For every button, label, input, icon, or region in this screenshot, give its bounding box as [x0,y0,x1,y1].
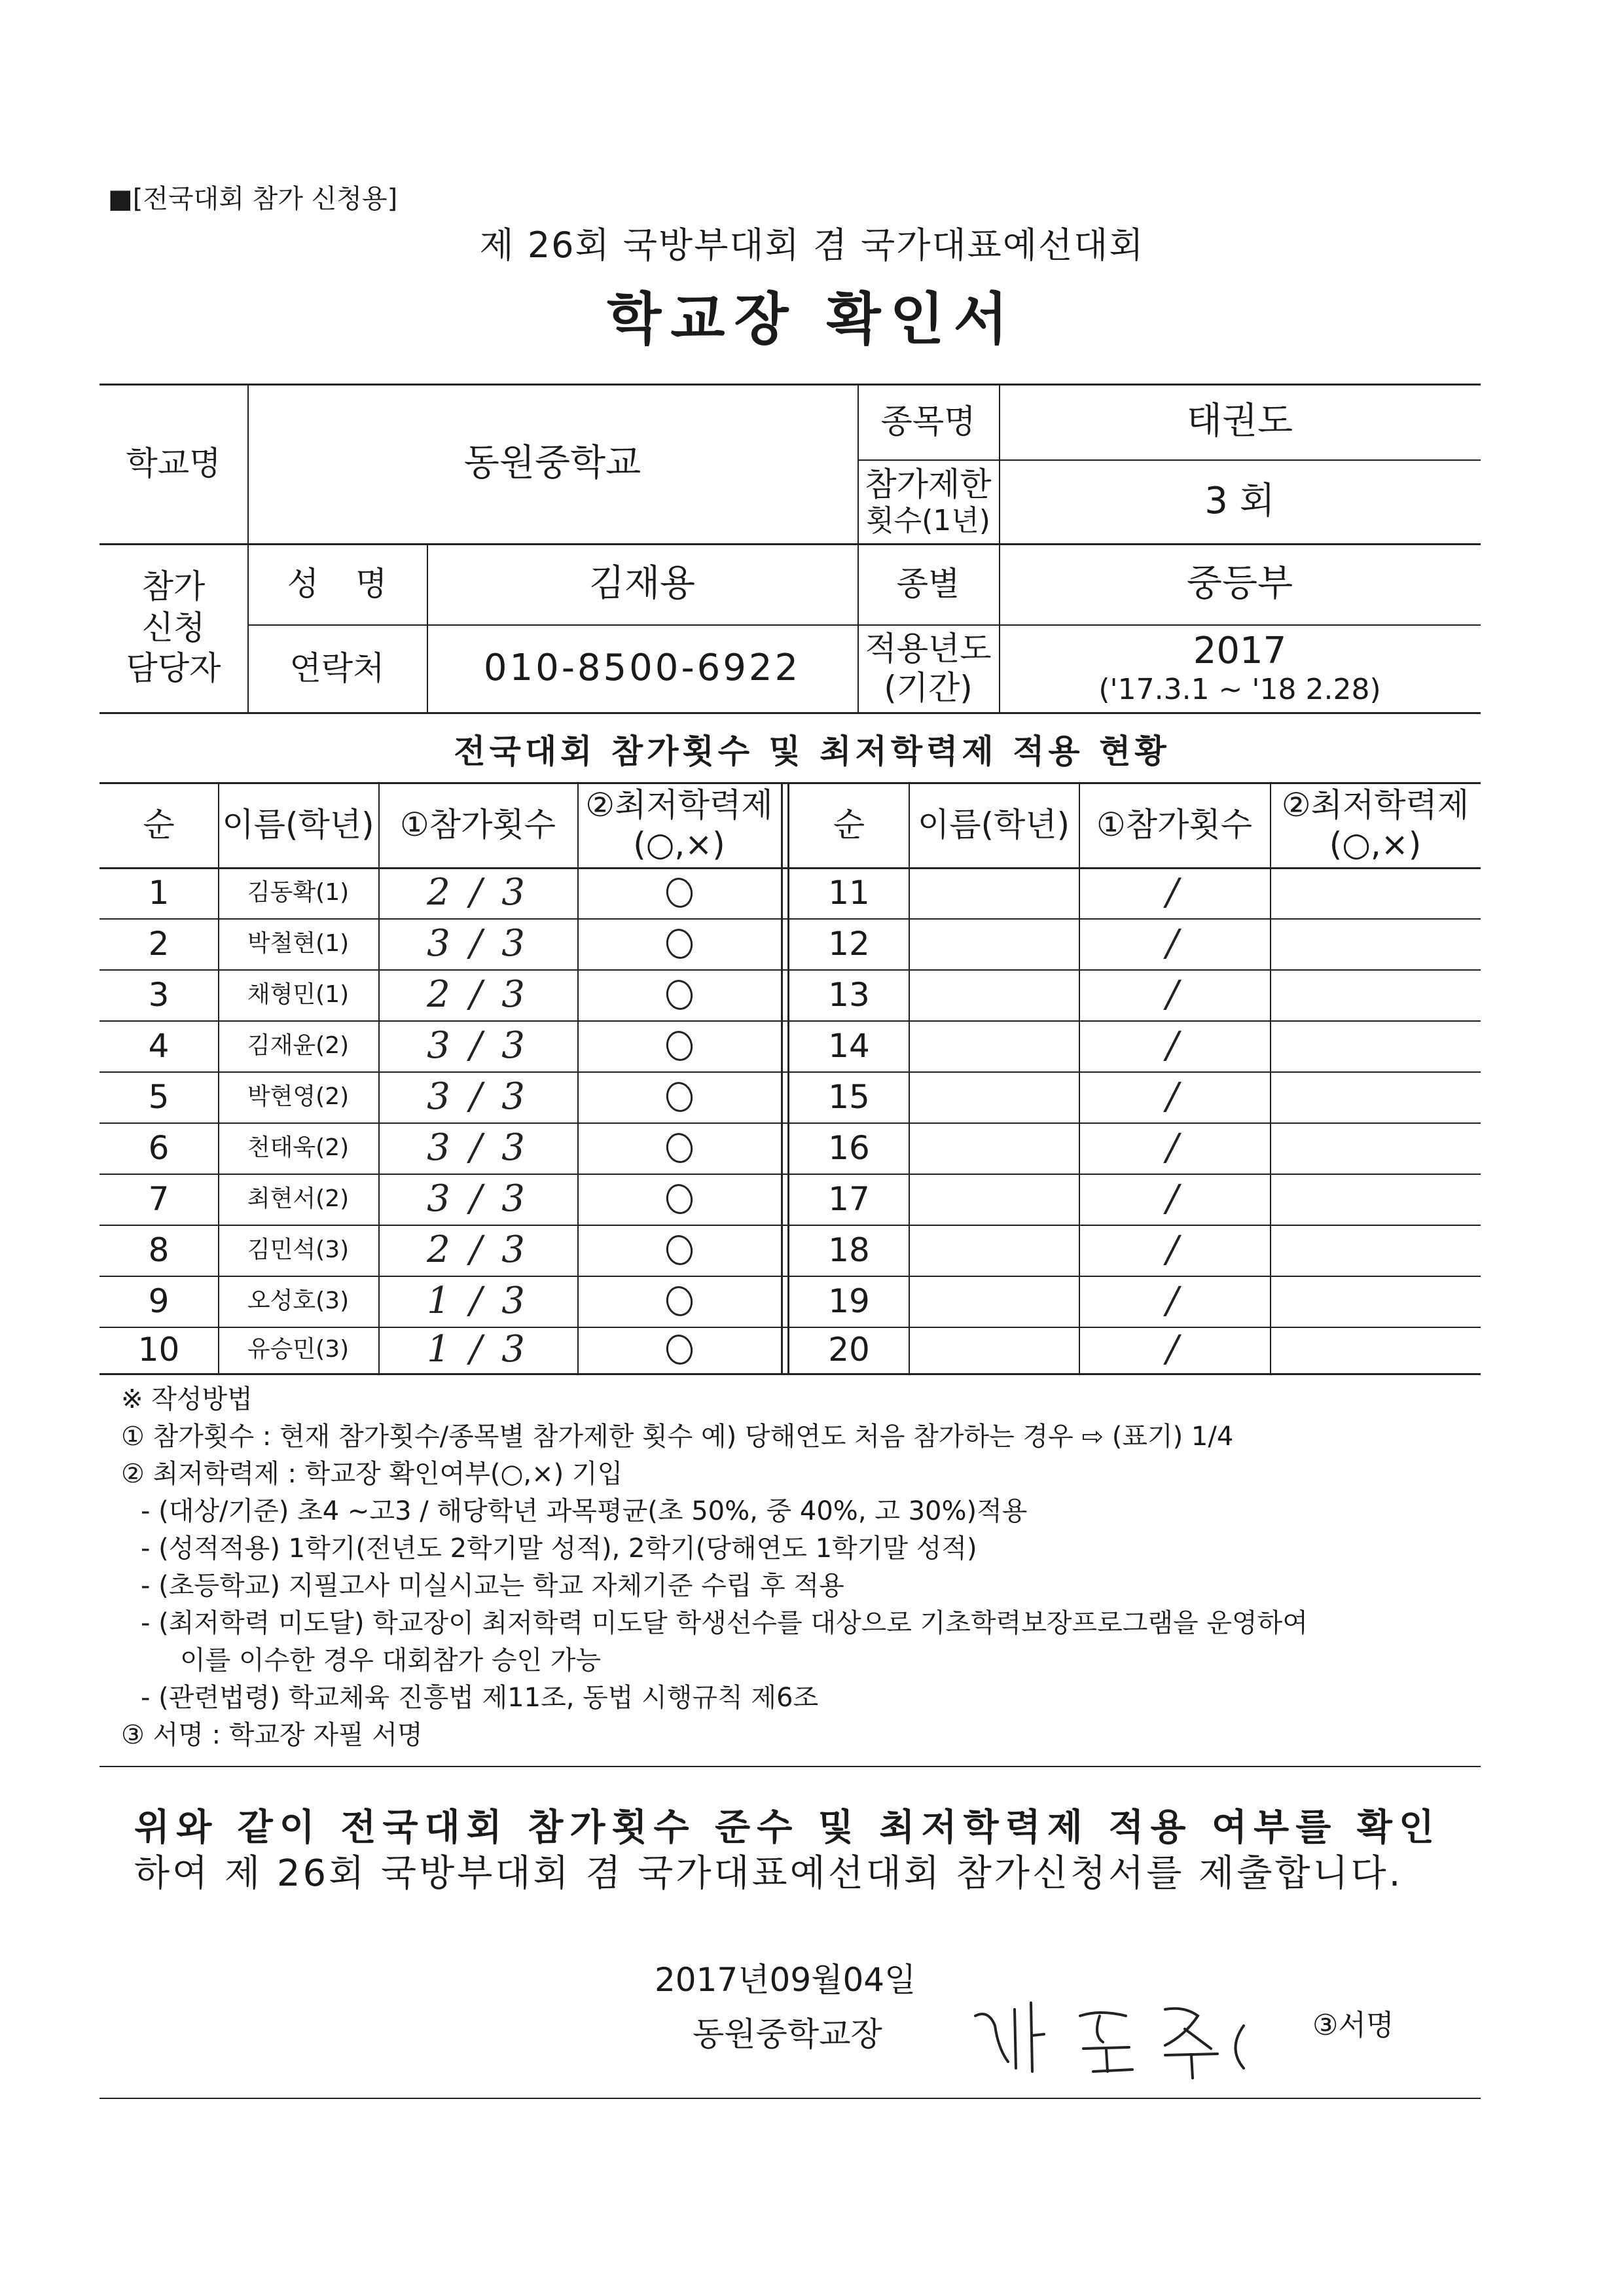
header-count: ①참가횟수 [1096,806,1253,844]
participation-count: / [1166,1229,1183,1272]
row-number: 15 [828,1078,870,1116]
participation-count: / [1166,922,1183,965]
applicant-label [99,543,247,712]
row-number: 10 [137,1331,180,1369]
min-grade-check [577,969,781,1020]
year-label-line2: (기간) [884,669,973,707]
row-number: 4 [148,1027,170,1065]
min-grade-check [1270,969,1481,1020]
header-grade [577,782,781,867]
form-tag: ■[전국대회 참가 신청용] [108,184,398,214]
participation-count: / [1166,973,1183,1016]
circle-mark-icon [663,875,695,910]
instruction-3: ③ 서명 : 학교장 자필 서명 [121,1720,423,1750]
participation-count: 3 / 3 [427,1024,529,1067]
limit-value: 3 회 [1204,480,1275,523]
document-subtitle: 제 26회 국방부대회 겸 국가대표예선대회 [479,224,1145,266]
limit-label [857,459,999,543]
header-grade-line1: ②최저학력제 [585,786,773,824]
instruction-2c: - (초등학교) 지필고사 미실시교는 학교 자체기준 수립 후 적용 [141,1571,844,1601]
participation-count: 2 / 3 [427,1229,529,1272]
min-grade-check [1270,1071,1481,1122]
circle-mark-icon [663,1332,695,1367]
min-grade-check [1270,1276,1481,1327]
header-no: 순 [833,806,865,844]
student-name [909,1325,1079,1374]
row-number: 16 [828,1129,870,1167]
student-name [909,1020,1079,1071]
row-number: 17 [828,1180,870,1218]
min-grade-check [1270,1174,1481,1225]
row-number: 3 [148,976,170,1014]
row-number: 5 [148,1078,170,1116]
row-number: 11 [828,874,870,912]
event-value: 태권도 [1186,400,1293,443]
header-name: 이름(학년) [917,806,1070,844]
row-number: 14 [828,1027,870,1065]
applicant-label-line1: 참가 [141,567,206,606]
instruction-2d: - (최저학력 미도달) 학교장이 최저학력 미도달 학생선수를 대상으로 기초학력보장프로그램을 운영하여 [141,1608,1308,1638]
student-name [909,918,1079,969]
row-number: 19 [828,1282,870,1320]
participation-count: / [1166,1126,1183,1170]
min-grade-check [1270,1225,1481,1276]
issue-date: 2017년09월04일 [655,1961,916,1999]
student-name [909,1225,1079,1276]
participation-count: 2 / 3 [427,973,529,1016]
student-name: 천태욱(2) [247,1134,350,1162]
instruction-2b: - (성적적용) 1학기(전년도 2학기말 성적), 2학기(당해연도 1학기말 성적) [141,1534,977,1564]
circle-mark-icon [663,926,695,961]
student-name [909,1276,1079,1327]
participation-count: / [1166,1328,1183,1371]
instruction-2: ② 최저학력제 : 학교장 확인여부(○,×) 기입 [121,1459,623,1489]
name-value: 김재용 [588,562,696,605]
student-name [909,1122,1079,1174]
student-name [909,1174,1079,1225]
contact-label: 연락처 [289,649,385,687]
row-number: 8 [148,1231,170,1269]
division-label: 종별 [896,565,960,603]
row-number: 20 [828,1331,870,1369]
row-number: 7 [148,1180,170,1218]
student-name: 채형민(1) [247,981,350,1009]
header-no: 순 [143,806,175,844]
row-number: 18 [828,1231,870,1269]
year-label [857,624,999,712]
student-name: 김민석(3) [247,1236,350,1264]
header-grade-line2: (○,×) [1329,825,1422,863]
row-number: 13 [828,976,870,1014]
student-name: 오성호(3) [247,1287,350,1315]
participation-count: / [1166,1075,1183,1119]
participation-count: / [1166,1024,1183,1067]
row-number: 12 [828,925,870,963]
circle-mark-icon [663,977,695,1012]
limit-label-line2: 횟수(1년) [866,503,990,537]
section-title: 전국대회 참가횟수 및 최저학력제 적용 현황 [454,732,1170,770]
student-name [909,969,1079,1020]
info-table-bottom-border [99,712,1481,714]
instructions [121,1381,1308,1754]
confirmation-line1: 위와 같이 전국대회 참가횟수 준수 및 최저학력제 적용 여부를 확인 [134,1806,1441,1849]
student-name: 최현서(2) [247,1185,350,1213]
student-name: 박현영(2) [247,1083,350,1111]
min-grade-check [1270,1020,1481,1071]
instructions-heading: ※ 작성방법 [121,1384,253,1414]
min-grade-check [1270,867,1481,918]
participation-count: / [1166,1177,1183,1221]
footer-divider [99,2098,1481,2099]
student-name: 김동확(1) [247,879,350,906]
header-grade [1270,782,1481,867]
row-number: 6 [148,1129,170,1167]
participation-count: 2 / 3 [427,871,529,914]
student-name: 박철현(1) [247,930,350,958]
min-grade-check [577,918,781,969]
participation-count: 3 / 3 [427,922,529,965]
header-count: ①참가횟수 [399,806,556,844]
row-number: 1 [148,874,170,912]
document-title: 학교장 확인서 [607,287,1017,352]
min-grade-check [577,1071,781,1122]
event-label: 종목명 [880,403,976,440]
principal-title: 동원중학교장 [693,2015,882,2053]
circle-mark-icon [663,1028,695,1063]
instruction-2e: - (관련법령) 학교체육 진흥법 제11조, 동법 시행규칙 제6조 [141,1683,819,1713]
participation-count: / [1166,871,1183,914]
roster-center-divider [781,782,783,1373]
row-number: 9 [148,1282,170,1320]
min-grade-check [577,1276,781,1327]
division-value: 중등부 [1186,562,1293,605]
instruction-2a: - (대상/기준) 초4 ~고3 / 해당학년 과목평균(초 50%, 중 40%, 고 30%)적용 [141,1496,1028,1526]
handwritten-signature [969,1990,1309,2088]
min-grade-check [577,1325,781,1374]
year-number: 2017 [1193,630,1287,672]
student-name: 유승민(3) [247,1336,350,1363]
student-name [909,1071,1079,1122]
year-period: ('17.3.1 ~ '18 2.28) [1098,673,1381,707]
header-name: 이름(학년) [222,806,374,844]
confirmation-line2: 하여 제 26회 국방부대회 겸 국가대표예선대회 참가신청서를 제출합니다. [134,1852,1403,1895]
header-grade-line2: (○,×) [633,825,725,863]
seal-mark: ③서명 [1312,2009,1394,2042]
confirmation-statement [134,1805,1441,1897]
participation-count: 1 / 3 [427,1280,529,1323]
min-grade-check [1270,1122,1481,1174]
student-name: 김재윤(2) [247,1032,350,1060]
min-grade-check [577,1020,781,1071]
school-value: 동원중학교 [463,442,641,485]
applicant-label-line3: 담당자 [126,649,221,688]
school-label: 학교명 [126,444,221,482]
name-label: 성 명 [287,565,388,603]
instruction-1: ① 참가횟수 : 현재 참가횟수/종목별 참가제한 횟수 예) 당해연도 처음 참가하는 경우 ⇨ (표기) 1/4 [121,1422,1234,1452]
circle-mark-icon [663,1181,695,1216]
circle-mark-icon [663,1079,695,1114]
min-grade-check [1270,918,1481,969]
min-grade-check [577,1122,781,1174]
circle-mark-icon [663,1232,695,1267]
notes-divider [99,1766,1481,1767]
participation-count: 3 / 3 [427,1126,529,1170]
contact-value: 010-8500-6922 [483,647,801,690]
limit-label-line1: 참가제한 [865,465,992,503]
instruction-2d-cont: 이를 이수한 경우 대회참가 승인 가능 [180,1645,602,1676]
year-value [999,624,1481,712]
student-name [909,867,1079,918]
min-grade-check [577,1225,781,1276]
year-label-line1: 적용년도 [865,630,992,668]
participation-count: 3 / 3 [427,1075,529,1119]
participation-count: / [1166,1280,1183,1323]
min-grade-check [577,1174,781,1225]
min-grade-check [1270,1325,1481,1374]
header-grade-line1: ②최저학력제 [1281,786,1470,824]
circle-mark-icon [663,1283,695,1318]
participation-count: 3 / 3 [427,1177,529,1221]
participation-count: 1 / 3 [427,1328,529,1371]
row-number: 2 [148,925,170,963]
min-grade-check [577,867,781,918]
applicant-label-line2: 신청 [141,608,206,647]
circle-mark-icon [663,1130,695,1165]
